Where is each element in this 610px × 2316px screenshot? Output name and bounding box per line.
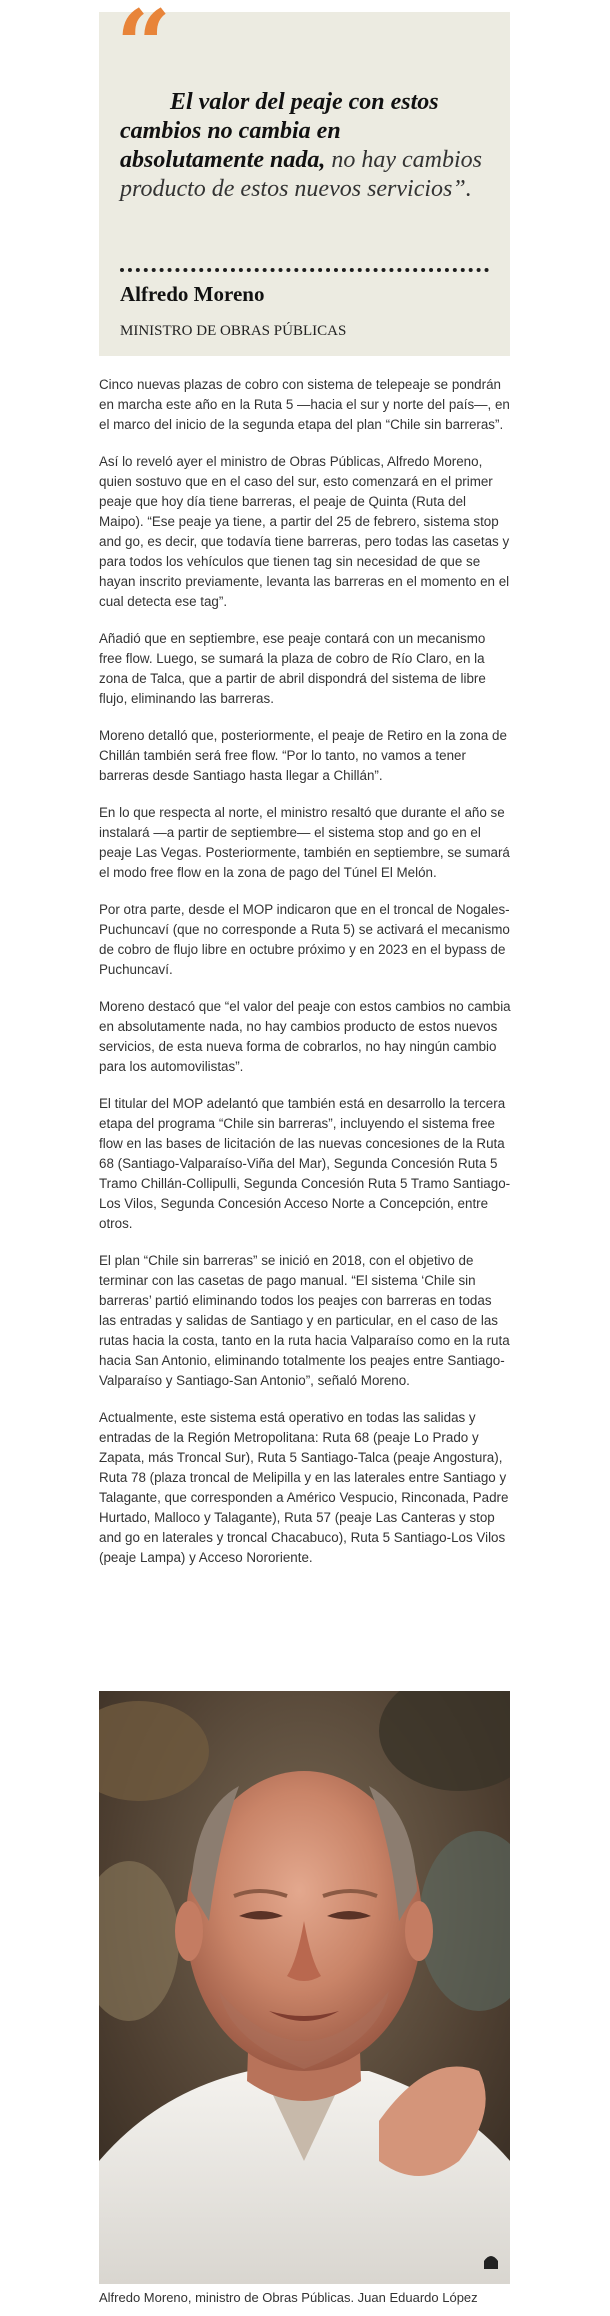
paragraph: Moreno destacó que “el valor del peaje con estos cambios no cambia en absolutamente nada, no hay cambios producto de estos nuevos servicios, de esta nueva forma de cobrarlos, no hay ningún cambio para los automovilistas”. (99, 999, 511, 1074)
quote-author-role: MINISTRO DE OBRAS PÚBLICAS (120, 323, 347, 339)
quote-rest-text: no hay cambios producto de estos nuevos servicios”. (120, 147, 483, 202)
article-photo (99, 1691, 510, 2284)
paragraph: Por otra parte, desde el MOP indicaron que en el troncal de Nogales-Puchuncaví (que no corresponde a Ruta 5) se activará el mecanismo de cobro de flujo libre en octubre próximo y en 2023 en el bypass de Puchuncaví. (99, 902, 510, 977)
paragraph: Moreno detalló que, posteriormente, el peaje de Retiro en la zona de Chillán también será free flow. “Por lo tanto, no vamos a tener barreras desde Santiago hasta llegar a Chillán”. (99, 728, 507, 783)
quote-divider (120, 268, 489, 272)
quote-author: Alfredo Moreno (120, 282, 265, 306)
quote-mark-icon: “ (116, 0, 172, 102)
paragraph: El titular del MOP adelantó que también está en desarrollo la tercera etapa del programa “Chile sin barreras”, incluyendo el sistema free flow en las bases de licitación de las nuevas concesiones de la Ruta 68 (Santiago-Valparaíso-Viña del Mar), Segunda Concesión Ruta 5 Tramo Chillán-Collipulli, Segunda Concesión Ruta 5 Tramo Santiago-Los Vilos, Segunda Concesión Acceso Norte a Concepción, entre otros. (99, 1096, 511, 1231)
paragraph: Así lo reveló ayer el ministro de Obras Públicas, Alfredo Moreno, quien sostuvo que en el caso del sur, esto comenzará en el primer peaje que hoy día tiene barreras, el peaje de Quinta (Ruta del Maipo). “Ese peaje ya tiene, a partir del 25 de febrero, sistema stop and go, es decir, que todavía tiene barreras, pero todas las casetas y para todos los vehículos que tienen tag sin necesidad de que se hayan inscrito previamente, levanta las barreras en el momento en el cual detecta ese tag”. (99, 454, 510, 609)
photo-caption: Alfredo Moreno, ministro de Obras Públicas. Juan Eduardo López (99, 2290, 478, 2305)
portrait-photo-image (99, 1691, 510, 2284)
paragraph: En lo que respecta al norte, el ministro resaltó que durante el año se instalará —a partir de septiembre— el sistema stop and go en el peaje Las Vegas. Posteriormente, también en septiembre, se sumará el modo free flow en la zona de pago del Túnel El Melón. (99, 805, 510, 880)
quote-strong-text: El valor del peaje con estos cambios no cambia en absolutamente nada, (120, 89, 439, 173)
paragraph: Añadió que en septiembre, ese peaje contará con un mecanismo free flow. Luego, se sumará la plaza de cobro de Río Claro, en la zona de Talca, que a partir de abril dispondrá del sistema de libre flujo, eliminando las barreras. (99, 631, 486, 706)
article-body (99, 375, 511, 1585)
paragraph: El plan “Chile sin barreras” se inició en 2018, con el objetivo de terminar con las casetas de pago manual. “El sistema ‘Chile sin barreras’ partió eliminando todos los peajes con barreras en todas las entradas y salidas de Santiago y en particular, en el caso de las rutas hacia la costa, tanto en la ruta hacia Valparaíso como en la ruta hacia San Antonio, eliminando totalmente los peajes entre Santiago-Valparaíso y Santiago-San Antonio”, señaló Moreno. (99, 1253, 510, 1388)
paragraph: Cinco nuevas plazas de cobro con sistema de telepeaje se pondrán en marcha este año en la Ruta 5 —hacia el sur y norte del país—, en el marco del inicio de la segunda etapa del plan “Chile sin barreras”. (99, 377, 510, 432)
quote-text (120, 88, 490, 204)
paragraph: Actualmente, este sistema está operativo en todas las salidas y entradas de la Región Metropolitana: Ruta 68 (peaje Lo Prado y Zapata, más Troncal Sur), Ruta 5 Santiago-Talca (peaje Angostura), Ruta 78 (plaza troncal de Melipilla y en las laterales entre Santiago y Talagante, que corresponden a Américo Vespucio, Rinconada, Padre Hurtado, Malloco y Talagante), Ruta 57 (peaje Las Canteras y stop and go en laterales y troncal Chacabuco), Ruta 5 Santiago-Los Vilos (peaje Lampa) y Acceso Nororiente. (99, 1410, 509, 1565)
pull-quote (99, 0, 510, 356)
